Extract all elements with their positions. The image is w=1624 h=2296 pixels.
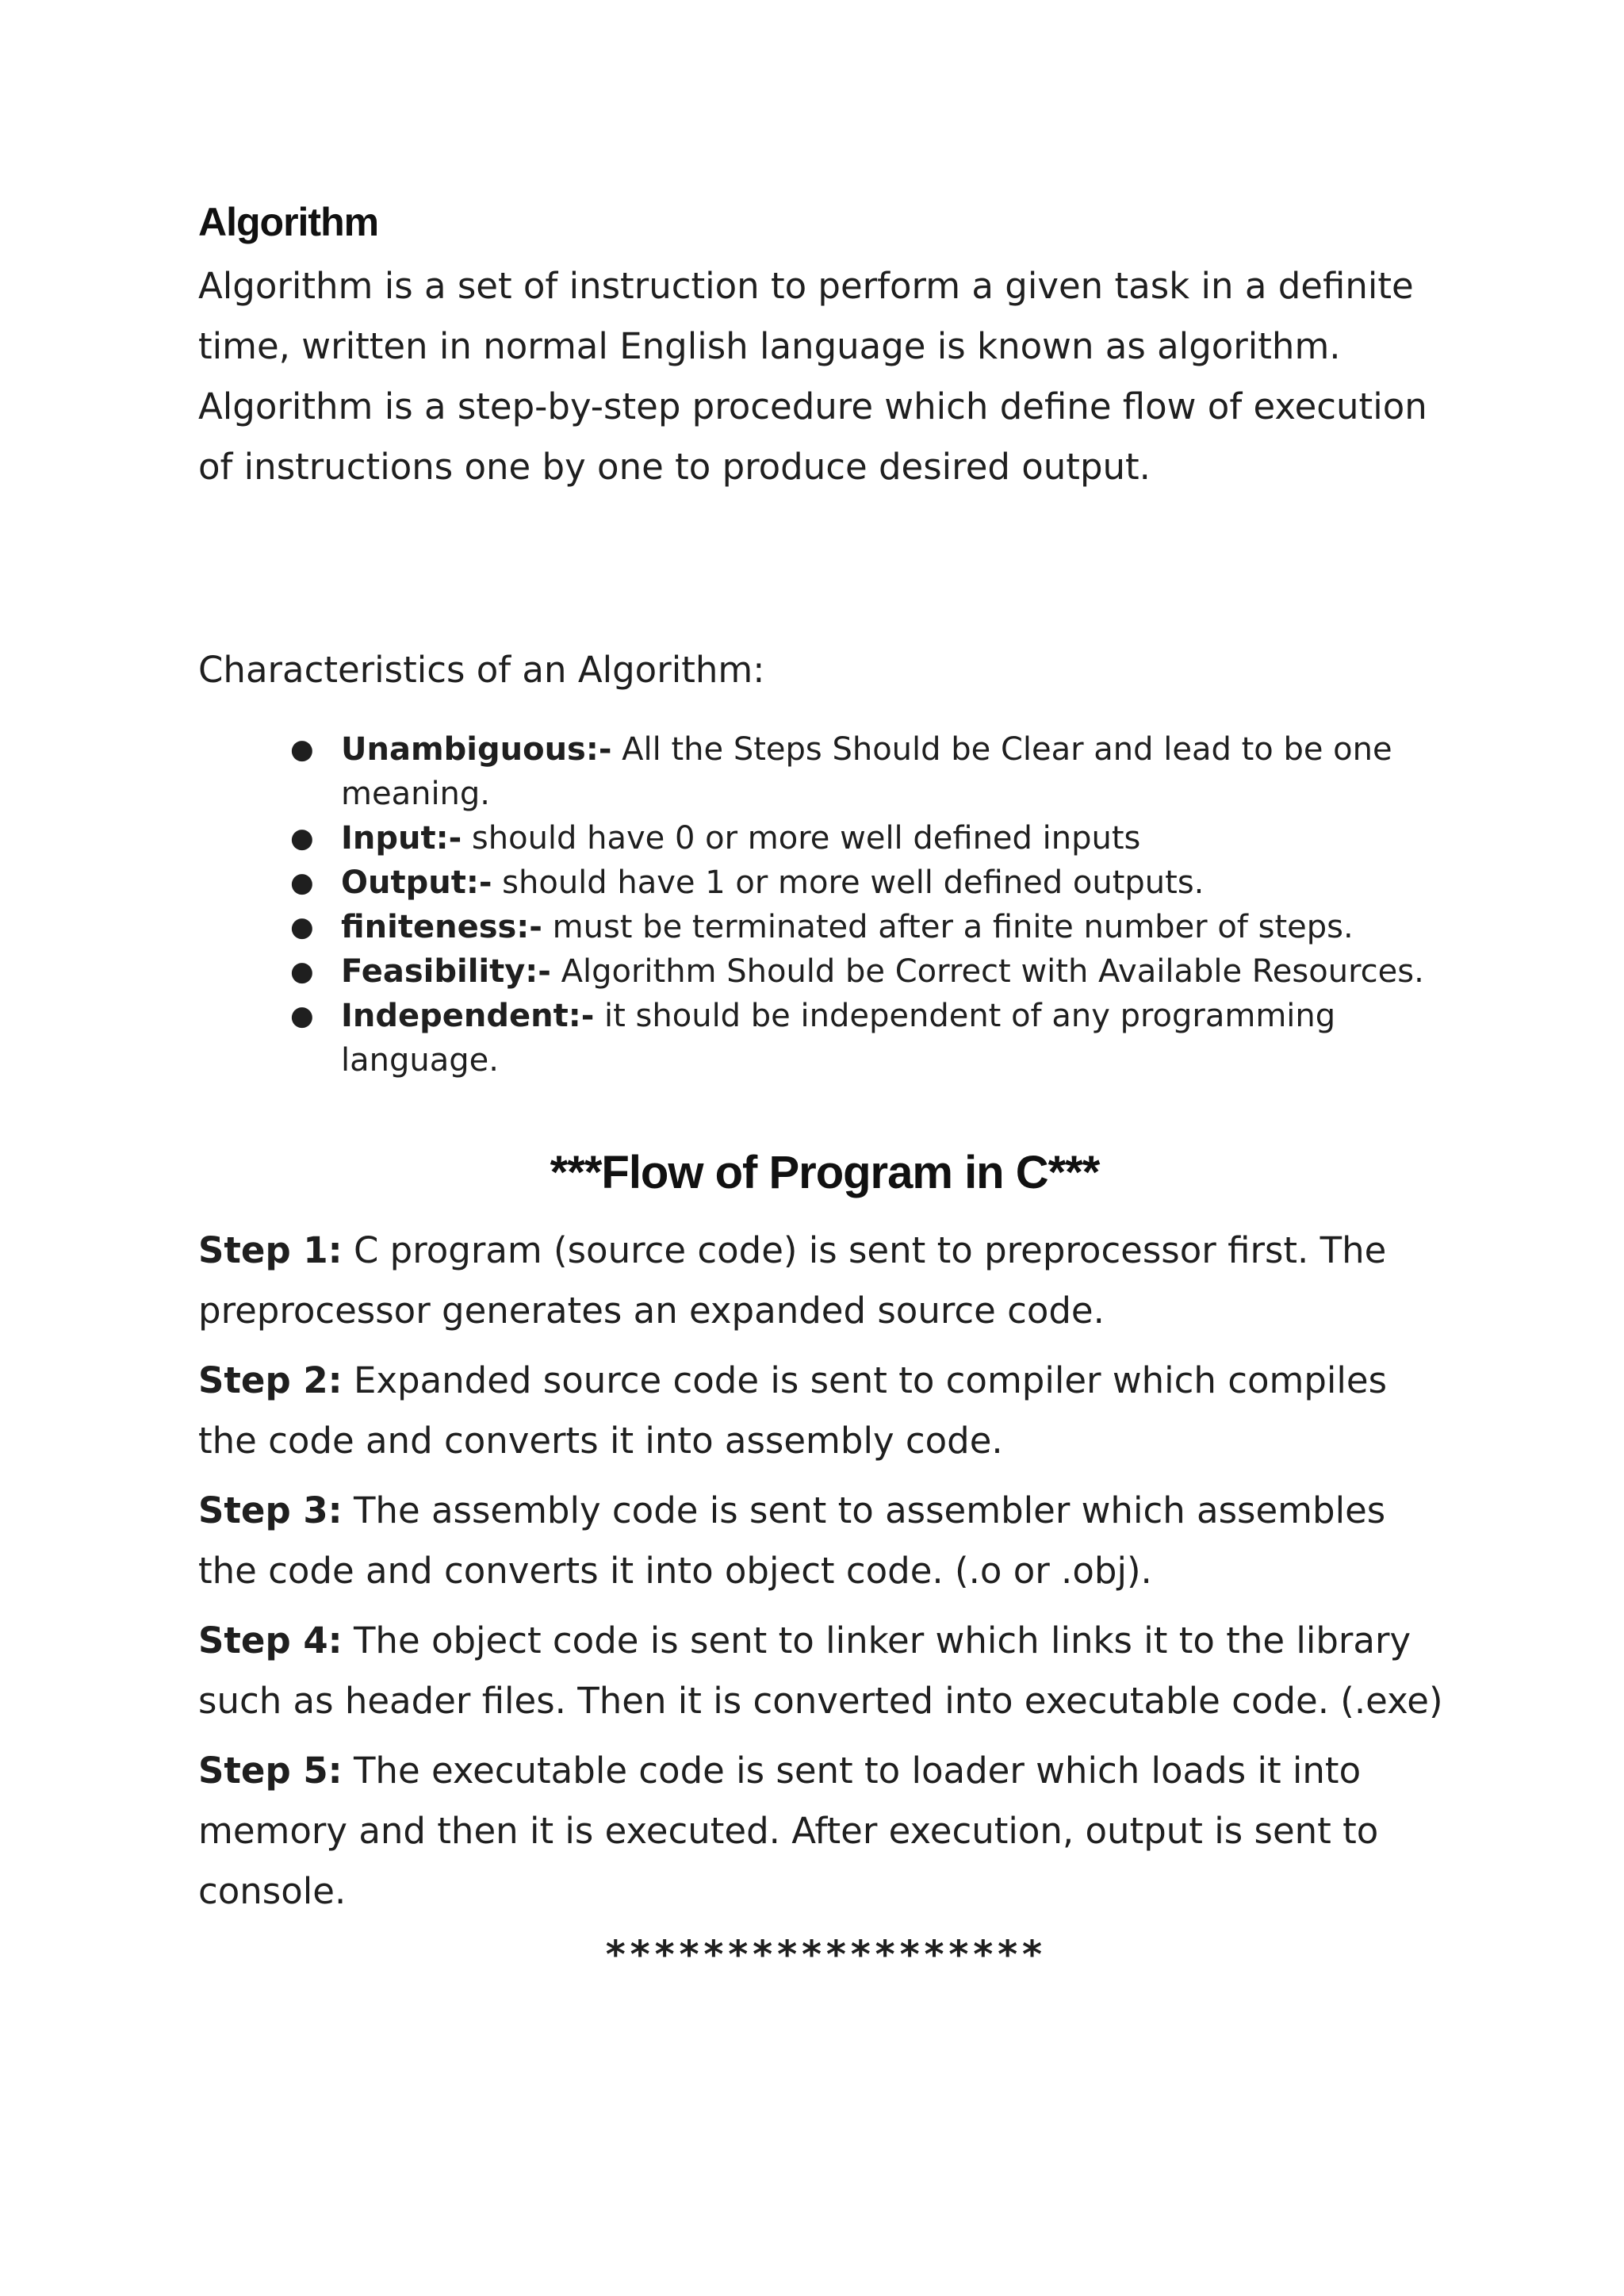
characteristic-text: should have 1 or more well defined outputs. — [492, 864, 1205, 901]
bullet-icon: ● — [290, 734, 314, 765]
list-item — [290, 727, 1451, 816]
bullet-icon: ● — [290, 822, 314, 854]
step-label: Step 2: — [198, 1359, 343, 1401]
characteristic-text: it should be independent of any programming language. — [341, 998, 1336, 1079]
document-page — [198, 194, 1451, 1979]
spacer — [198, 497, 1451, 640]
step-text: The assembly code is sent to assembler which assembles the code and converts it into object code. (.o or .obj). — [198, 1489, 1386, 1592]
characteristic-term: Output:- — [341, 864, 492, 901]
list-item — [290, 861, 1451, 905]
step-paragraph — [198, 1741, 1451, 1922]
characteristic-term: Feasibility:- — [341, 953, 551, 990]
step-label: Step 4: — [198, 1619, 343, 1662]
characteristic-text: should have 0 or more well defined inputs — [462, 820, 1141, 857]
characteristic-term: Input:- — [341, 820, 462, 857]
list-item — [290, 905, 1451, 949]
step-paragraph — [198, 1351, 1451, 1471]
characteristics-list — [198, 727, 1451, 1083]
algorithm-paragraph: Algorithm is a set of instruction to perform a given task in a definite time, written in normal English language is known as algorithm. Algorithm is a step-by-step procedure which define flow of execution of instructions one by one to produce desired output. — [198, 265, 1427, 488]
step-text: C program (source code) is sent to preprocessor first. The preprocessor generates an expanded source code. — [198, 1229, 1387, 1332]
step-text: Expanded source code is sent to compiler which compiles the code and converts it into assembly code. — [198, 1359, 1388, 1462]
characteristic-text: Algorithm Should be Correct with Available Resources. — [550, 953, 1424, 990]
list-item — [290, 949, 1451, 994]
step-label: Step 1: — [198, 1229, 343, 1271]
characteristic-term: Independent:- — [341, 998, 595, 1034]
bullet-icon: ● — [290, 1000, 314, 1032]
step-paragraph — [198, 1221, 1451, 1341]
algorithm-heading: Algorithm — [198, 200, 379, 244]
step-text: The object code is sent to linker which links it to the library such as header files. Then it is converted into executable code. (.exe) — [198, 1619, 1443, 1722]
characteristic-text: All the Steps Should be Clear and lead to be one meaning. — [341, 731, 1392, 812]
characteristic-text: must be terminated after a finite number of steps. — [542, 909, 1354, 945]
flow-title: ***Flow of Program in C*** — [550, 1147, 1100, 1198]
step-label: Step 5: — [198, 1750, 343, 1792]
list-item — [290, 994, 1451, 1083]
bullet-icon: ● — [290, 867, 314, 899]
end-marker: ****************** — [603, 1933, 1046, 1977]
step-text: The executable code is sent to loader which loads it into memory and then it is executed. After execution, output is sent to console. — [198, 1750, 1379, 1912]
list-item — [290, 816, 1451, 861]
bullet-icon: ● — [290, 911, 314, 943]
characteristics-title: Characteristics of an Algorithm: — [198, 649, 765, 691]
step-paragraph — [198, 1611, 1451, 1731]
step-paragraph — [198, 1481, 1451, 1601]
characteristic-term: finiteness:- — [341, 909, 542, 945]
bullet-icon: ● — [290, 956, 314, 987]
step-label: Step 3: — [198, 1489, 343, 1531]
characteristic-term: Unambiguous:- — [341, 731, 612, 768]
